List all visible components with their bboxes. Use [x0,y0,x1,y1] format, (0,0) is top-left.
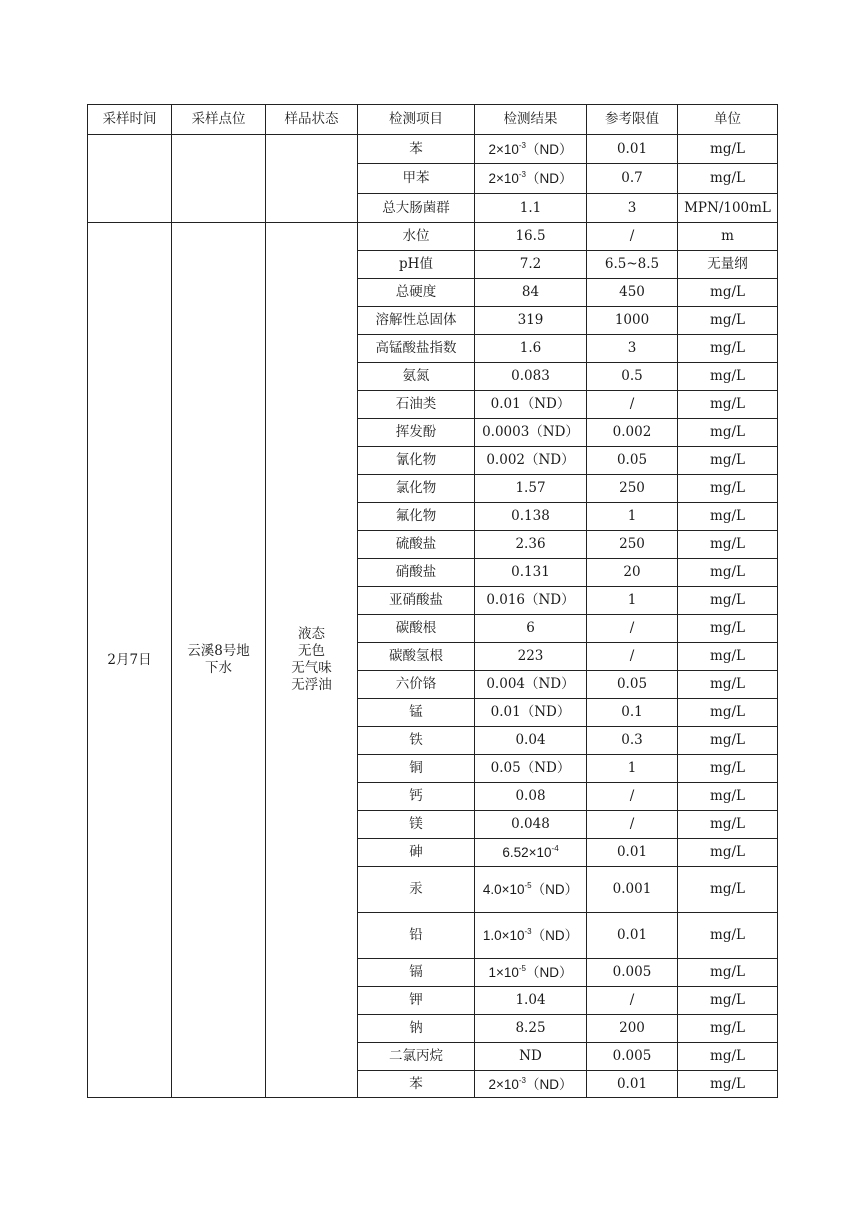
table-row [88,223,778,251]
cell-result: $2\times 10^{-3}(ND)$ [475,135,587,164]
cell-unit: 无量纲 [678,251,778,279]
cell-limit: 0.002 [587,419,678,447]
header-sample-state: 样品状态 [266,105,358,135]
cell-sample-state [266,223,358,1098]
cell-item: 铁 [358,727,475,755]
cell-unit: mg/L [678,755,778,783]
cell-unit: mg/L [678,587,778,615]
cell-result: 6 [475,615,587,643]
cell-limit: / [587,783,678,811]
cell-sample-state-empty [266,135,358,223]
cell-limit: / [587,223,678,251]
cell-item: 石油类 [358,391,475,419]
cell-limit: 0.05 [587,447,678,475]
cell-result: 319 [475,307,587,335]
cell-limit: 1000 [587,307,678,335]
cell-item: 六价铬 [358,671,475,699]
cell-item: 碳酸氢根 [358,643,475,671]
cell-sampling-date: 2月7日 [88,223,172,1098]
sample-state-line: 液态 [298,626,325,642]
cell-unit: mg/L [678,913,778,959]
cell-limit: 0.001 [587,867,678,913]
cell-item: 碳酸根 [358,615,475,643]
cell-result: 0.01（ND） [475,391,587,419]
cell-item: 溶解性总固体 [358,307,475,335]
cell-unit: mg/L [678,959,778,987]
cell-result: ND [475,1043,587,1071]
cell-item: 铜 [358,755,475,783]
cell-unit: mg/L [678,811,778,839]
table-row [88,135,778,164]
cell-limit: 6.5~8.5 [587,251,678,279]
cell-unit: mg/L [678,135,778,164]
cell-limit: 3 [587,194,678,223]
cell-result: 0.138 [475,503,587,531]
cell-item: 铅 [358,913,475,959]
cell-result: $2\times 10^{-3}(ND)$ [475,1071,587,1098]
sample-state-line: 无气味 [291,660,332,676]
cell-unit: mg/L [678,559,778,587]
cell-limit: 1 [587,755,678,783]
cell-item: pH值 [358,251,475,279]
cell-result: 1.6 [475,335,587,363]
cell-limit: 0.7 [587,164,678,194]
cell-result: 1.57 [475,475,587,503]
cell-sampling-site-empty [172,135,266,223]
cell-item: 氰化物 [358,447,475,475]
cell-item: 镉 [358,959,475,987]
cell-item: 砷 [358,839,475,867]
cell-limit: 0.5 [587,363,678,391]
cell-limit: / [587,391,678,419]
sample-state-line: 无色 [298,643,325,659]
cell-limit: 0.005 [587,1043,678,1071]
cell-item: 氟化物 [358,503,475,531]
cell-limit: 450 [587,279,678,307]
cell-unit: mg/L [678,727,778,755]
cell-unit: mg/L [678,335,778,363]
cell-item: 钾 [358,987,475,1015]
cell-result: 223 [475,643,587,671]
cell-item: 亚硝酸盐 [358,587,475,615]
cell-item: 甲苯 [358,164,475,194]
cell-item: 锰 [358,699,475,727]
cell-limit: 3 [587,335,678,363]
cell-sampling-time-empty [88,135,172,223]
cell-item: 钠 [358,1015,475,1043]
cell-limit: 0.01 [587,839,678,867]
cell-limit: / [587,615,678,643]
cell-result: 0.131 [475,559,587,587]
cell-limit: / [587,643,678,671]
cell-result: 16.5 [475,223,587,251]
cell-result: 0.048 [475,811,587,839]
cell-unit: mg/L [678,419,778,447]
cell-unit: mg/L [678,1071,778,1098]
cell-result: $6.52\times 10^{-4}$ [475,839,587,867]
cell-result: $1.0\times 10^{-3}(ND)$ [475,913,587,959]
cell-item: 水位 [358,223,475,251]
cell-unit: mg/L [678,671,778,699]
cell-unit: mg/L [678,643,778,671]
cell-unit: mg/L [678,531,778,559]
cell-unit: mg/L [678,503,778,531]
cell-item: 硝酸盐 [358,559,475,587]
cell-item: 挥发酚 [358,419,475,447]
cell-result: 8.25 [475,1015,587,1043]
cell-limit: 0.005 [587,959,678,987]
cell-unit: mg/L [678,699,778,727]
cell-unit: mg/L [678,447,778,475]
cell-result: 0.083 [475,363,587,391]
cell-unit: MPN/100mL [678,194,778,223]
detection-results-table [87,104,778,1098]
cell-item: 苯 [358,1071,475,1098]
cell-result: 7.2 [475,251,587,279]
header-test-result: 检测结果 [475,105,587,135]
table-header-row [88,105,778,135]
cell-unit: mg/L [678,987,778,1015]
cell-unit: mg/L [678,615,778,643]
cell-limit: 0.05 [587,671,678,699]
cell-unit: mg/L [678,475,778,503]
cell-unit: mg/L [678,839,778,867]
cell-limit: 0.1 [587,699,678,727]
cell-result: 0.04 [475,727,587,755]
header-unit: 单位 [678,105,778,135]
cell-item: 硫酸盐 [358,531,475,559]
cell-result: $4.0\times 10^{-5}(ND)$ [475,867,587,913]
cell-limit: 0.3 [587,727,678,755]
cell-item: 总硬度 [358,279,475,307]
cell-unit: mg/L [678,783,778,811]
cell-unit: mg/L [678,307,778,335]
cell-unit: mg/L [678,391,778,419]
cell-limit: 200 [587,1015,678,1043]
cell-unit: mg/L [678,363,778,391]
header-test-item: 检测项目 [358,105,475,135]
cell-unit: mg/L [678,1043,778,1071]
cell-limit: 1 [587,503,678,531]
cell-item: 二氯丙烷 [358,1043,475,1071]
cell-limit: 1 [587,587,678,615]
cell-item: 高锰酸盐指数 [358,335,475,363]
cell-result: 0.08 [475,783,587,811]
cell-limit: 0.01 [587,1071,678,1098]
cell-result: 84 [475,279,587,307]
cell-unit: mg/L [678,279,778,307]
header-sampling-time: 采样时间 [88,105,172,135]
cell-unit: mg/L [678,164,778,194]
cell-result: $1\times 10^{-5}(ND)$ [475,959,587,987]
cell-unit: mg/L [678,1015,778,1043]
cell-unit: mg/L [678,867,778,913]
cell-limit: / [587,811,678,839]
cell-limit: 0.01 [587,913,678,959]
cell-result: 0.01（ND） [475,699,587,727]
cell-unit: m [678,223,778,251]
cell-result: 1.1 [475,194,587,223]
cell-result: 0.002（ND） [475,447,587,475]
cell-item: 汞 [358,867,475,913]
header-reference-limit: 参考限值 [587,105,678,135]
cell-limit: / [587,987,678,1015]
cell-item: 钙 [358,783,475,811]
cell-result: 2.36 [475,531,587,559]
cell-sampling-site: 云溪8号地下水 [172,223,266,1098]
cell-item: 氨氮 [358,363,475,391]
cell-limit: 250 [587,531,678,559]
header-sampling-site: 采样点位 [172,105,266,135]
cell-item: 总大肠菌群 [358,194,475,223]
cell-limit: 20 [587,559,678,587]
cell-item: 镁 [358,811,475,839]
cell-limit: 0.01 [587,135,678,164]
sample-state-line: 无浮油 [291,677,332,693]
cell-result: 0.016（ND） [475,587,587,615]
cell-result: 1.04 [475,987,587,1015]
cell-item: 苯 [358,135,475,164]
cell-result: 0.05（ND） [475,755,587,783]
cell-item: 氯化物 [358,475,475,503]
cell-limit: 250 [587,475,678,503]
cell-result: 0.0003（ND） [475,419,587,447]
cell-result: $2\times 10^{-3}(ND)$ [475,164,587,194]
cell-result: 0.004（ND） [475,671,587,699]
